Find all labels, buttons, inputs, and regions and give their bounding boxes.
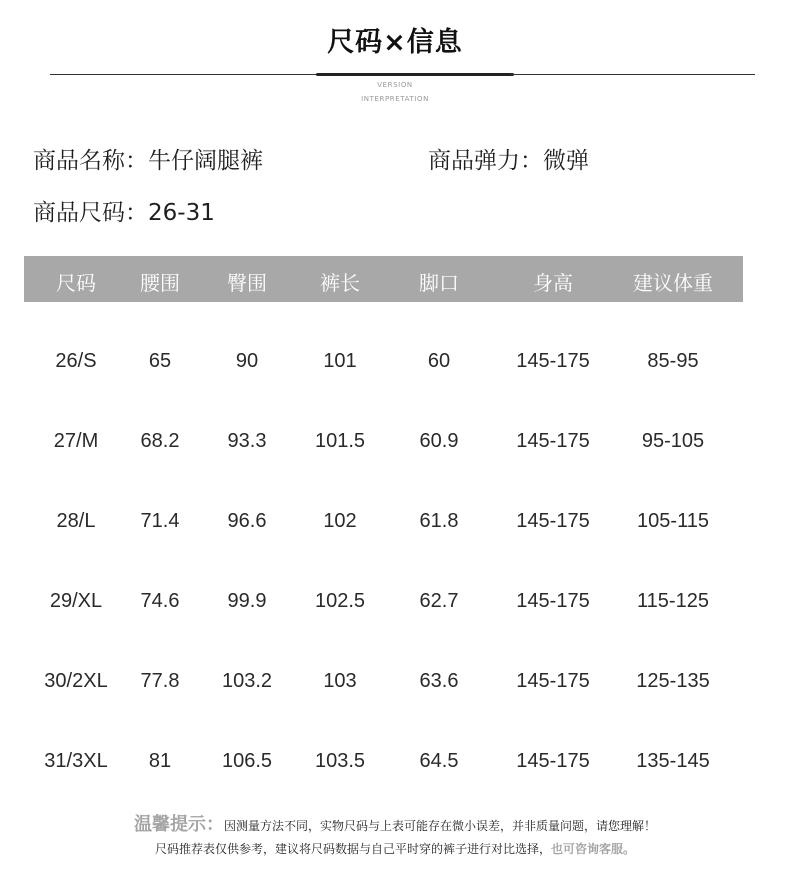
cell-weight: 105-115 bbox=[637, 510, 709, 532]
header-weight: 建议体重 bbox=[633, 271, 713, 295]
product-name-value: 牛仔阔腿裤 bbox=[148, 148, 263, 174]
header-length: 裤长 bbox=[320, 271, 360, 295]
cell-waist: 65 bbox=[148, 350, 172, 372]
title-rule-left bbox=[50, 74, 320, 75]
table-row bbox=[0, 582, 790, 622]
cell-weight: 115-125 bbox=[637, 590, 709, 612]
cell-size: 29/XL bbox=[49, 590, 103, 612]
cell-height: 145-175 bbox=[516, 430, 590, 452]
cell-length: 103.5 bbox=[314, 750, 366, 772]
size-table-header bbox=[24, 256, 743, 302]
cell-hem: 62.7 bbox=[419, 590, 459, 612]
product-name-line bbox=[33, 142, 263, 175]
page-title: 尺码×信息 bbox=[327, 27, 463, 58]
tip-label: 温馨提示： bbox=[133, 814, 224, 835]
footer-recommendation bbox=[0, 840, 790, 857]
table-row bbox=[0, 662, 790, 702]
cell-size: 31/3XL bbox=[44, 750, 108, 772]
cell-length: 103 bbox=[323, 670, 357, 692]
table-row bbox=[0, 342, 790, 382]
header-waist: 腰围 bbox=[140, 271, 180, 295]
table-row bbox=[0, 422, 790, 462]
product-size-label: 商品尺码： bbox=[33, 200, 148, 226]
title-subtitle-line1: VERSION bbox=[377, 81, 413, 89]
cell-height: 145-175 bbox=[516, 750, 590, 772]
cell-size: 30/2XL bbox=[44, 670, 108, 692]
header-hip: 臀围 bbox=[227, 271, 267, 295]
product-elastic-value: 微弹 bbox=[543, 148, 589, 174]
cell-hem: 60 bbox=[427, 350, 451, 372]
cell-waist: 71.4 bbox=[140, 510, 180, 532]
cell-waist: 74.6 bbox=[140, 590, 180, 612]
product-elastic-line bbox=[428, 142, 589, 175]
product-elastic-label: 商品弹力： bbox=[428, 148, 543, 174]
table-row bbox=[0, 742, 790, 782]
cell-hip: 99.9 bbox=[227, 590, 267, 612]
cell-weight: 125-135 bbox=[636, 670, 710, 692]
cell-hip: 96.6 bbox=[227, 510, 267, 532]
cell-size: 27/M bbox=[53, 430, 99, 452]
cell-size: 28/L bbox=[56, 510, 96, 532]
cell-length: 102 bbox=[323, 510, 357, 532]
title-rule-accent bbox=[316, 73, 514, 76]
cell-hip: 106.5 bbox=[221, 750, 273, 772]
product-size-line bbox=[33, 194, 215, 227]
cell-hip: 103.2 bbox=[221, 670, 273, 692]
cell-hem: 63.6 bbox=[419, 670, 459, 692]
cell-hem: 60.9 bbox=[419, 430, 459, 452]
header-size: 尺码 bbox=[56, 271, 96, 295]
cell-waist: 81 bbox=[148, 750, 172, 772]
contact-service-text: 也可咨询客服。 bbox=[551, 842, 636, 856]
product-name-label: 商品名称： bbox=[33, 148, 148, 174]
cell-weight: 85-95 bbox=[647, 350, 699, 372]
cell-hem: 61.8 bbox=[419, 510, 459, 532]
header-hem: 脚口 bbox=[419, 271, 459, 295]
cell-weight: 95-105 bbox=[641, 430, 705, 452]
cell-height: 145-175 bbox=[516, 510, 590, 532]
cell-waist: 77.8 bbox=[140, 670, 180, 692]
recommendation-text: 尺码推荐表仅供参考，建议将尺码数据与自己平时穿的裤子进行对比选择， bbox=[154, 842, 551, 856]
table-row bbox=[0, 502, 790, 542]
cell-hem: 64.5 bbox=[419, 750, 459, 772]
cell-height: 145-175 bbox=[516, 670, 590, 692]
cell-length: 101.5 bbox=[314, 430, 366, 452]
cell-hip: 93.3 bbox=[227, 430, 267, 452]
cell-height: 145-175 bbox=[516, 590, 590, 612]
cell-size: 26/S bbox=[55, 350, 97, 372]
cell-length: 102.5 bbox=[314, 590, 366, 612]
product-size-value: 26-31 bbox=[148, 200, 215, 226]
cell-height: 145-175 bbox=[516, 350, 590, 372]
footer-notice bbox=[0, 810, 790, 836]
title-rule-right bbox=[510, 74, 755, 75]
cell-hip: 90 bbox=[235, 350, 259, 372]
title-subtitle-line2: INTERPRETATION bbox=[361, 95, 429, 103]
header-height: 身高 bbox=[533, 271, 573, 295]
cell-waist: 68.2 bbox=[140, 430, 180, 452]
cell-length: 101 bbox=[323, 350, 357, 372]
cell-weight: 135-145 bbox=[636, 750, 710, 772]
tip-text: 因测量方法不同，实物尺码与上表可能存在微小误差，并非质量问题，请您理解！ bbox=[223, 819, 656, 833]
